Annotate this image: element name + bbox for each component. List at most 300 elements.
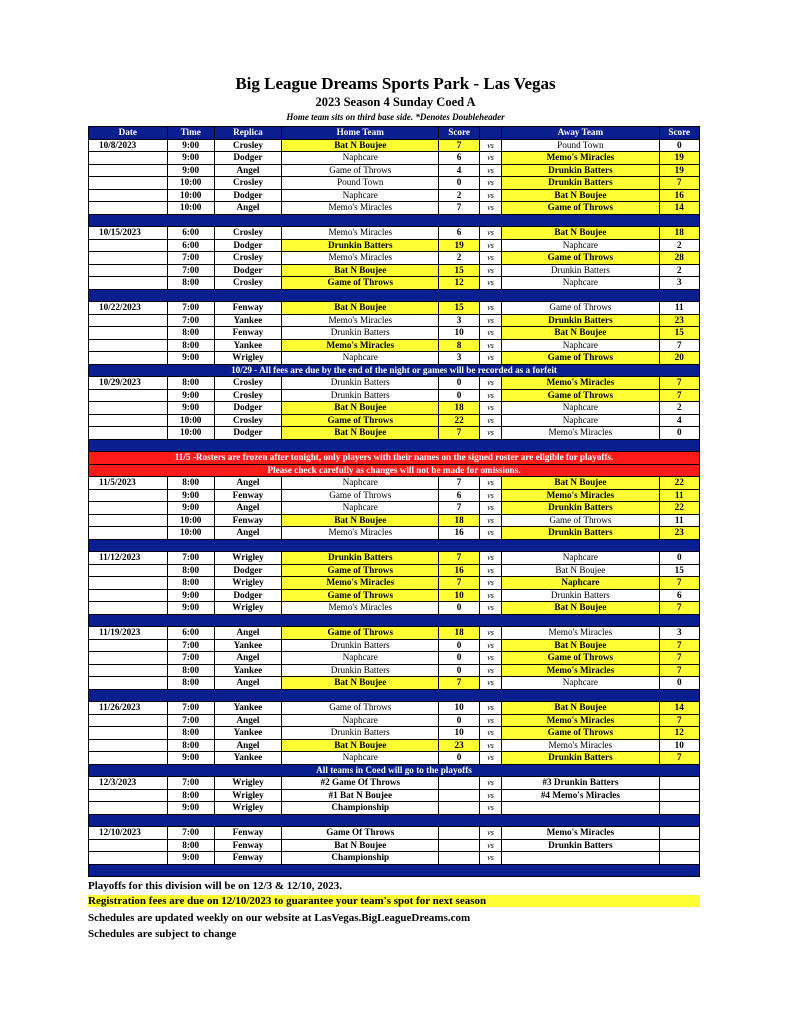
time-cell: 8:00 — [167, 277, 214, 290]
vs-cell: vs — [479, 589, 501, 602]
date-cell — [89, 252, 168, 265]
away-team-cell: Memo's Miracles — [502, 152, 659, 165]
home-team-cell: Drunkin Batters — [282, 727, 439, 740]
away-score-cell: 7 — [659, 177, 700, 190]
table-row — [89, 427, 700, 440]
separator-row — [89, 214, 700, 227]
separator-bar — [89, 814, 700, 827]
replica-cell: Crosley — [214, 227, 281, 240]
away-score-cell — [659, 777, 700, 790]
home-team-cell: Naphcare — [282, 189, 439, 202]
home-score-cell: 10 — [439, 327, 479, 340]
home-team-cell: Drunkin Batters — [282, 389, 439, 402]
vs-cell: vs — [479, 227, 501, 240]
away-score-cell: 0 — [659, 552, 700, 565]
home-score-cell: 2 — [439, 252, 479, 265]
time-cell: 9:00 — [167, 164, 214, 177]
table-row — [89, 514, 700, 527]
home-team-cell: Game of Throws — [282, 414, 439, 427]
vs-cell: vs — [479, 827, 501, 840]
replica-cell: Crosley — [214, 414, 281, 427]
vs-cell: vs — [479, 527, 501, 540]
vs-cell: vs — [479, 702, 501, 715]
time-cell: 8:00 — [167, 327, 214, 340]
home-team-cell: Memo's Miracles — [282, 314, 439, 327]
time-cell: 7:00 — [167, 264, 214, 277]
table-row — [89, 552, 700, 565]
away-score-cell: 19 — [659, 164, 700, 177]
table-row — [89, 564, 700, 577]
home-team-cell: Naphcare — [282, 502, 439, 515]
separator-bar — [89, 689, 700, 702]
home-team-cell: Game of Throws — [282, 702, 439, 715]
vs-cell: vs — [479, 502, 501, 515]
away-score-cell: 16 — [659, 189, 700, 202]
time-cell: 7:00 — [167, 714, 214, 727]
separator-row — [89, 864, 700, 877]
home-team-cell: Bat N Boujee — [282, 739, 439, 752]
vs-cell: vs — [479, 514, 501, 527]
replica-cell: Angel — [214, 164, 281, 177]
replica-cell: Fenway — [214, 514, 281, 527]
vs-cell: vs — [479, 377, 501, 390]
away-team-cell: Drunkin Batters — [502, 527, 659, 540]
replica-cell: Wrigley — [214, 352, 281, 365]
home-score-cell: 7 — [439, 139, 479, 152]
date-cell: 12/3/2023 — [89, 777, 168, 790]
vs-cell: vs — [479, 564, 501, 577]
away-score-cell: 7 — [659, 652, 700, 665]
away-team-cell: Game of Throws — [502, 389, 659, 402]
date-cell — [89, 327, 168, 340]
time-cell: 7:00 — [167, 777, 214, 790]
away-team-cell: Bat N Boujee — [502, 639, 659, 652]
notice-row — [89, 364, 700, 377]
notice-row — [89, 764, 700, 777]
date-cell — [89, 339, 168, 352]
table-row — [89, 577, 700, 590]
time-cell: 7:00 — [167, 639, 214, 652]
home-score-cell: 18 — [439, 627, 479, 640]
date-cell — [89, 414, 168, 427]
away-team-cell: Naphcare — [502, 239, 659, 252]
home-score-cell: 0 — [439, 664, 479, 677]
away-team-cell: Drunkin Batters — [502, 752, 659, 765]
date-cell: 11/19/2023 — [89, 627, 168, 640]
replica-cell: Wrigley — [214, 789, 281, 802]
away-score-cell: 3 — [659, 277, 700, 290]
table-row — [89, 627, 700, 640]
away-score-cell: 15 — [659, 564, 700, 577]
date-cell — [89, 752, 168, 765]
home-team-cell: Game of Throws — [282, 489, 439, 502]
home-score-cell: 6 — [439, 489, 479, 502]
table-row — [89, 677, 700, 690]
away-team-cell: Game of Throws — [502, 302, 659, 315]
table-row — [89, 502, 700, 515]
date-cell: 12/10/2023 — [89, 827, 168, 840]
home-team-cell: Memo's Miracles — [282, 227, 439, 240]
separator-row — [89, 539, 700, 552]
date-cell — [89, 589, 168, 602]
date-cell: 10/8/2023 — [89, 139, 168, 152]
table-row — [89, 714, 700, 727]
away-team-cell: Drunkin Batters — [502, 589, 659, 602]
vs-cell: vs — [479, 164, 501, 177]
date-cell — [89, 527, 168, 540]
date-cell — [89, 239, 168, 252]
replica-cell: Angel — [214, 527, 281, 540]
home-team-note: Home team sits on third base side. *Denotes Doubleheader — [286, 112, 505, 122]
away-score-cell: 18 — [659, 227, 700, 240]
away-score-cell: 0 — [659, 427, 700, 440]
away-team-cell: Naphcare — [502, 577, 659, 590]
date-cell — [89, 202, 168, 215]
away-team-cell: Naphcare — [502, 552, 659, 565]
table-row — [89, 177, 700, 190]
home-team-cell: Drunkin Batters — [282, 664, 439, 677]
away-team-cell: Drunkin Batters — [502, 839, 659, 852]
vs-cell: vs — [479, 789, 501, 802]
separator-bar — [89, 289, 700, 302]
table-row — [89, 239, 700, 252]
home-score-cell — [439, 839, 479, 852]
table-row — [89, 339, 700, 352]
away-score-cell: 2 — [659, 402, 700, 415]
home-team-cell: Memo's Miracles — [282, 252, 439, 265]
home-team-cell: Memo's Miracles — [282, 527, 439, 540]
separator-bar — [89, 614, 700, 627]
date-cell: 11/12/2023 — [89, 552, 168, 565]
home-score-cell: 22 — [439, 414, 479, 427]
table-row — [89, 277, 700, 290]
home-score-cell: 15 — [439, 302, 479, 315]
date-cell — [89, 352, 168, 365]
replica-cell: Crosley — [214, 277, 281, 290]
time-cell: 10:00 — [167, 177, 214, 190]
table-row — [89, 189, 700, 202]
home-team-cell: Naphcare — [282, 152, 439, 165]
table-row — [89, 389, 700, 402]
time-cell: 7:00 — [167, 552, 214, 565]
replica-cell: Fenway — [214, 827, 281, 840]
home-score-cell: 15 — [439, 264, 479, 277]
date-cell: 11/26/2023 — [89, 702, 168, 715]
away-score-cell: 22 — [659, 502, 700, 515]
table-row — [89, 252, 700, 265]
date-cell — [89, 264, 168, 277]
time-cell: 8:00 — [167, 664, 214, 677]
time-cell: 9:00 — [167, 402, 214, 415]
date-cell — [89, 802, 168, 815]
vs-cell: vs — [479, 639, 501, 652]
away-team-cell: Memo's Miracles — [502, 827, 659, 840]
time-cell: 6:00 — [167, 627, 214, 640]
home-team-cell: Game of Throws — [282, 164, 439, 177]
home-team-cell: Game of Throws — [282, 277, 439, 290]
home-score-cell: 0 — [439, 177, 479, 190]
table-row — [89, 414, 700, 427]
away-score-cell: 7 — [659, 389, 700, 402]
date-cell — [89, 177, 168, 190]
schedule-table — [88, 126, 700, 877]
table-row — [89, 139, 700, 152]
home-team-cell: Naphcare — [282, 352, 439, 365]
away-score-cell: 7 — [659, 577, 700, 590]
away-score-cell: 28 — [659, 252, 700, 265]
separator-bar — [89, 214, 700, 227]
date-cell — [89, 739, 168, 752]
time-cell: 7:00 — [167, 252, 214, 265]
time-cell: 9:00 — [167, 489, 214, 502]
home-team-cell: Game of Throws — [282, 589, 439, 602]
home-score-cell: 12 — [439, 277, 479, 290]
vs-cell: vs — [479, 839, 501, 852]
home-score-cell: 0 — [439, 639, 479, 652]
replica-cell: Angel — [214, 739, 281, 752]
replica-cell: Dodger — [214, 589, 281, 602]
date-cell — [89, 489, 168, 502]
time-cell: 8:00 — [167, 789, 214, 802]
table-row — [89, 602, 700, 615]
replica-cell: Angel — [214, 677, 281, 690]
replica-cell: Yankee — [214, 727, 281, 740]
date-cell — [89, 652, 168, 665]
col-date: Date — [89, 127, 168, 140]
separator-row — [89, 439, 700, 452]
home-team-cell: Championship — [282, 852, 439, 865]
time-cell: 8:00 — [167, 577, 214, 590]
away-team-cell: Naphcare — [502, 414, 659, 427]
separator-bar — [89, 539, 700, 552]
replica-cell: Dodger — [214, 189, 281, 202]
time-cell: 9:00 — [167, 752, 214, 765]
time-cell: 10:00 — [167, 527, 214, 540]
date-cell — [89, 639, 168, 652]
home-score-cell: 19 — [439, 239, 479, 252]
table-row — [89, 702, 700, 715]
separator-bar — [89, 864, 700, 877]
time-cell: 10:00 — [167, 427, 214, 440]
vs-cell: vs — [479, 327, 501, 340]
replica-cell: Dodger — [214, 402, 281, 415]
col-away-team: Away Team — [502, 127, 659, 140]
away-team-cell: Memo's Miracles — [502, 627, 659, 640]
replica-cell: Wrigley — [214, 577, 281, 590]
date-cell — [89, 677, 168, 690]
home-score-cell — [439, 802, 479, 815]
vs-cell: vs — [479, 802, 501, 815]
away-score-cell: 20 — [659, 352, 700, 365]
page-title: Big League Dreams Sports Park - Las Vegas — [235, 74, 556, 93]
time-cell: 9:00 — [167, 502, 214, 515]
home-score-cell: 2 — [439, 189, 479, 202]
away-team-cell: Drunkin Batters — [502, 164, 659, 177]
away-score-cell: 14 — [659, 202, 700, 215]
home-score-cell: 18 — [439, 402, 479, 415]
home-team-cell: Memo's Miracles — [282, 602, 439, 615]
replica-cell: Wrigley — [214, 777, 281, 790]
vs-cell: vs — [479, 414, 501, 427]
home-score-cell: 10 — [439, 589, 479, 602]
home-score-cell: 10 — [439, 727, 479, 740]
vs-cell: vs — [479, 777, 501, 790]
away-score-cell: 4 — [659, 414, 700, 427]
vs-cell: vs — [479, 552, 501, 565]
time-cell: 9:00 — [167, 152, 214, 165]
replica-cell: Angel — [214, 202, 281, 215]
home-score-cell: 0 — [439, 652, 479, 665]
time-cell: 8:00 — [167, 477, 214, 490]
date-cell: 11/5/2023 — [89, 477, 168, 490]
date-cell — [89, 189, 168, 202]
table-row — [89, 639, 700, 652]
home-score-cell — [439, 789, 479, 802]
table-row — [89, 227, 700, 240]
away-team-cell: Naphcare — [502, 339, 659, 352]
home-score-cell — [439, 852, 479, 865]
change-note: Schedules are subject to change — [88, 928, 237, 940]
vs-cell: vs — [479, 727, 501, 740]
date-cell — [89, 564, 168, 577]
vs-cell: vs — [479, 602, 501, 615]
home-score-cell: 7 — [439, 552, 479, 565]
notice-text: All teams in Coed will go to the playoffs — [89, 764, 700, 777]
home-team-cell: Drunkin Batters — [282, 552, 439, 565]
away-team-cell: Memo's Miracles — [502, 714, 659, 727]
table-row — [89, 527, 700, 540]
time-cell: 7:00 — [167, 827, 214, 840]
home-team-cell: Game Of Throws — [282, 827, 439, 840]
time-cell: 10:00 — [167, 202, 214, 215]
col-time: Time — [167, 127, 214, 140]
away-score-cell — [659, 839, 700, 852]
away-team-cell: Memo's Miracles — [502, 427, 659, 440]
alert-text: 11/5 -Rosters are frozen after tonight, only players with their names on the signed roster are eligible for playoffs. — [89, 452, 700, 465]
time-cell: 9:00 — [167, 139, 214, 152]
away-score-cell: 2 — [659, 264, 700, 277]
date-cell — [89, 602, 168, 615]
away-team-cell: Game of Throws — [502, 252, 659, 265]
replica-cell: Crosley — [214, 377, 281, 390]
time-cell: 8:00 — [167, 339, 214, 352]
col-replica: Replica — [214, 127, 281, 140]
table-row — [89, 302, 700, 315]
table-row — [89, 789, 700, 802]
home-team-cell: Bat N Boujee — [282, 139, 439, 152]
time-cell: 8:00 — [167, 739, 214, 752]
away-score-cell — [659, 802, 700, 815]
home-score-cell: 18 — [439, 514, 479, 527]
vs-cell: vs — [479, 352, 501, 365]
home-score-cell: 6 — [439, 152, 479, 165]
home-team-cell: Memo's Miracles — [282, 339, 439, 352]
home-team-cell: Naphcare — [282, 714, 439, 727]
date-cell — [89, 514, 168, 527]
time-cell: 10:00 — [167, 514, 214, 527]
away-score-cell: 10 — [659, 739, 700, 752]
home-team-cell: Game of Throws — [282, 564, 439, 577]
away-score-cell: 12 — [659, 727, 700, 740]
home-score-cell: 4 — [439, 164, 479, 177]
separator-row — [89, 614, 700, 627]
time-cell: 8:00 — [167, 377, 214, 390]
away-score-cell: 2 — [659, 239, 700, 252]
vs-cell: vs — [479, 277, 501, 290]
home-score-cell: 3 — [439, 314, 479, 327]
away-team-cell: Memo's Miracles — [502, 489, 659, 502]
website-note: Schedules are updated weekly on our website at LasVegas.BigLeagueDreams.com — [88, 912, 471, 924]
separator-row — [89, 689, 700, 702]
separator-row — [89, 814, 700, 827]
away-score-cell: 7 — [659, 639, 700, 652]
table-row — [89, 402, 700, 415]
date-cell — [89, 727, 168, 740]
away-team-cell: #4 Memo's Miracles — [502, 789, 659, 802]
home-score-cell — [439, 827, 479, 840]
away-score-cell: 0 — [659, 677, 700, 690]
home-team-cell: Bat N Boujee — [282, 264, 439, 277]
away-team-cell: Bat N Boujee — [502, 227, 659, 240]
table-row — [89, 652, 700, 665]
table-row — [89, 202, 700, 215]
table-row — [89, 264, 700, 277]
away-score-cell: 22 — [659, 477, 700, 490]
date-cell — [89, 789, 168, 802]
date-cell — [89, 427, 168, 440]
replica-cell: Angel — [214, 652, 281, 665]
date-cell: 10/22/2023 — [89, 302, 168, 315]
vs-cell: vs — [479, 389, 501, 402]
away-score-cell: 19 — [659, 152, 700, 165]
away-team-cell: Bat N Boujee — [502, 477, 659, 490]
date-cell — [89, 839, 168, 852]
separator-bar — [89, 439, 700, 452]
table-row — [89, 727, 700, 740]
home-team-cell: Naphcare — [282, 652, 439, 665]
table-row — [89, 664, 700, 677]
replica-cell: Angel — [214, 477, 281, 490]
away-team-cell: Memo's Miracles — [502, 664, 659, 677]
home-team-cell: Memo's Miracles — [282, 202, 439, 215]
away-team-cell: #3 Drunkin Batters — [502, 777, 659, 790]
table-row — [89, 164, 700, 177]
date-cell — [89, 152, 168, 165]
home-score-cell: 0 — [439, 714, 479, 727]
vs-cell: vs — [479, 314, 501, 327]
time-cell: 8:00 — [167, 839, 214, 852]
table-row — [89, 477, 700, 490]
home-team-cell: Naphcare — [282, 752, 439, 765]
replica-cell: Fenway — [214, 852, 281, 865]
home-score-cell: 23 — [439, 739, 479, 752]
away-team-cell: Game of Throws — [502, 202, 659, 215]
time-cell: 8:00 — [167, 677, 214, 690]
home-team-cell: Drunkin Batters — [282, 639, 439, 652]
table-row — [89, 327, 700, 340]
away-score-cell — [659, 789, 700, 802]
away-team-cell: Bat N Boujee — [502, 564, 659, 577]
home-score-cell: 0 — [439, 752, 479, 765]
table-row — [89, 852, 700, 865]
home-team-cell: Bat N Boujee — [282, 302, 439, 315]
time-cell: 6:00 — [167, 227, 214, 240]
home-score-cell: 16 — [439, 564, 479, 577]
home-team-cell: Memo's Miracles — [282, 577, 439, 590]
registration-note: Registration fees are due on 12/10/2023 to guarantee your team's spot for next season — [88, 895, 700, 907]
notice-text: 10/29 - All fees are due by the end of the night or games will be recorded as a forfeit — [89, 364, 700, 377]
replica-cell: Angel — [214, 502, 281, 515]
